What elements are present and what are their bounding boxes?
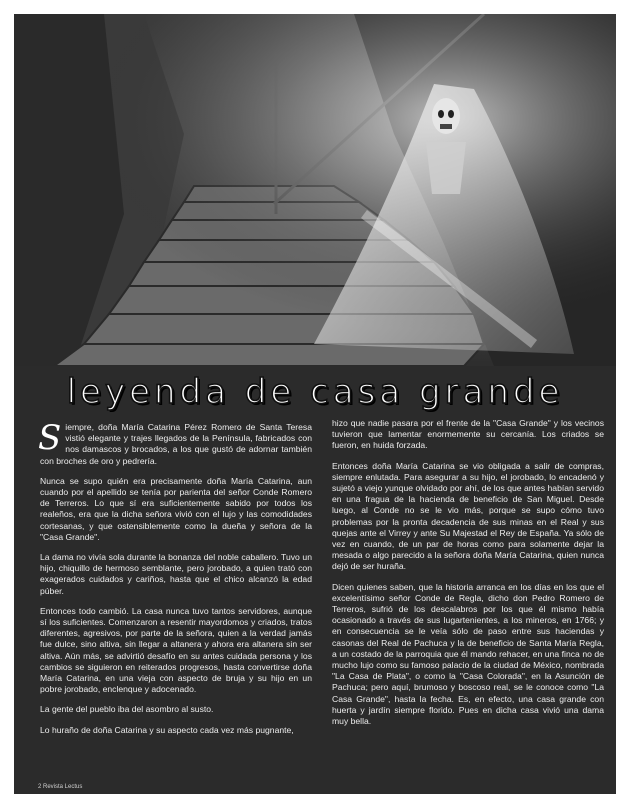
article-column-right: [332, 418, 604, 736]
page-footer: 2 Revista Lectus: [38, 784, 83, 790]
paragraph: Entonces doña María Catarina se vio obligada a salir de compras, siempre enlutada. Para asegurar a su hijo, el jorobado, lo encadenó y sujetó a viejo yunque olvidado por ahí, de los que antes habían servido en una fragua de la hacienda de beneficio de San Miguel. Desde luego, al Conde no se le vio más, porque se supo cómo tuvo problemas por la pronta decadencia de sus minas en el Real y sus quejas ante el Virrey y ante Su Majestad el Rey de España. Ya sólo de vez en cuando, de un par de horas como para solamente dejar la mesada o algo parecido a la señora doña María Catarina, quien nunca dejó de ser huraña.: [332, 460, 604, 572]
hero-illustration: [14, 14, 616, 366]
paragraph-text: iempre, doña María Catarina Pérez Romero de Santa Teresa vistió elegante y trajes llegados de la Península, fabricados con nos damascos y brocados, a los que gustó de adornar también con broches de oro y pedrería.: [40, 422, 312, 466]
paragraph: La gente del pueblo iba del asombro al susto.: [40, 704, 214, 715]
page-title: leyenda de casa grande: [66, 372, 564, 412]
paragraph: Lo huraño de doña Catarina y su aspecto cada vez más pugnante,: [40, 724, 294, 735]
page: [14, 14, 616, 794]
drop-cap: S: [38, 418, 62, 458]
paragraph: Entonces todo cambió. La casa nunca tuvo tantos servidores, aunque sí los suficientes. Comenzaron a resentir mayordomos y criados, tratos diferentes, agresivos, por parte de la señora, quien a la verdad jamás fue dulce, sino altiva, sin llegar a altanera y ahora era altanera sin ser altiva. Aún más, se advirtió desafío en su antes cuidada persona y los cambios se siguieron en reiterados progresos, hasta convertirse doña María Catarina, en una vieja con aspecto de bruja y su hijo en un pobre jorobado, enclenque y adocenado.: [40, 605, 312, 695]
paragraph: Nunca se supo quién era precisamente doña María Catarina, aun cuando por el apellido se tenía por parienta del señor Conde Romero de Terreros. Lo que sí era suficientemente sabido por todos los realeños, era que la dicha señora vivió con el lujo y las comodidades cortesanas, y que ostensiblemente como la dueña y señora de la "Casa Grande".: [40, 475, 312, 542]
paragraph: hizo que nadie pasara por el frente de la "Casa Grande" y los vecinos tuvieron que lamentar enormemente su cercanía. Los criados se fueron, en huida forzada.: [332, 418, 604, 451]
hero-image: [14, 14, 616, 366]
paragraph: [38, 418, 312, 467]
article-column-left: [38, 418, 312, 745]
paragraph: Dicen quienes saben, que la historia arranca en los días en los que el excelentísimo señor Conde de Regla, dicho don Pedro Romero de Terreros, sufrió de los descalabros por los que él mismo había ocasionado a través de sus lugartenientes, a los mineros, en 1766; y en consecuencia se le veía sólo de paso entre sus haciendas y casonas del Real de Pachuca y la de beneficio de Santa María Regla, a un costado de la parroquia que él mando rehacer, en una finca no de mucho lujo como su famoso palacio de la ciudad de México, nombrada "La Casa de Plata", o como la "Casa Colorada", en la Asunción de Pachuca; pero aquí, brumoso y boscoso real, se le conoce como "La Casa Grande", hasta la fecha. Es, en efecto, una casa grande con huerta y jardín siempre florido. Pues en dicha casa vivió una dama muy bella.: [332, 581, 604, 727]
paragraph: La dama no vivía sola durante la bonanza del noble caballero. Tuvo un hijo, chiquillo de hermoso semblante, pero jorobado, a quien trató con exagerados cuidados y cariños, hasta que el chico alcanzó la edad púber.: [40, 552, 312, 596]
